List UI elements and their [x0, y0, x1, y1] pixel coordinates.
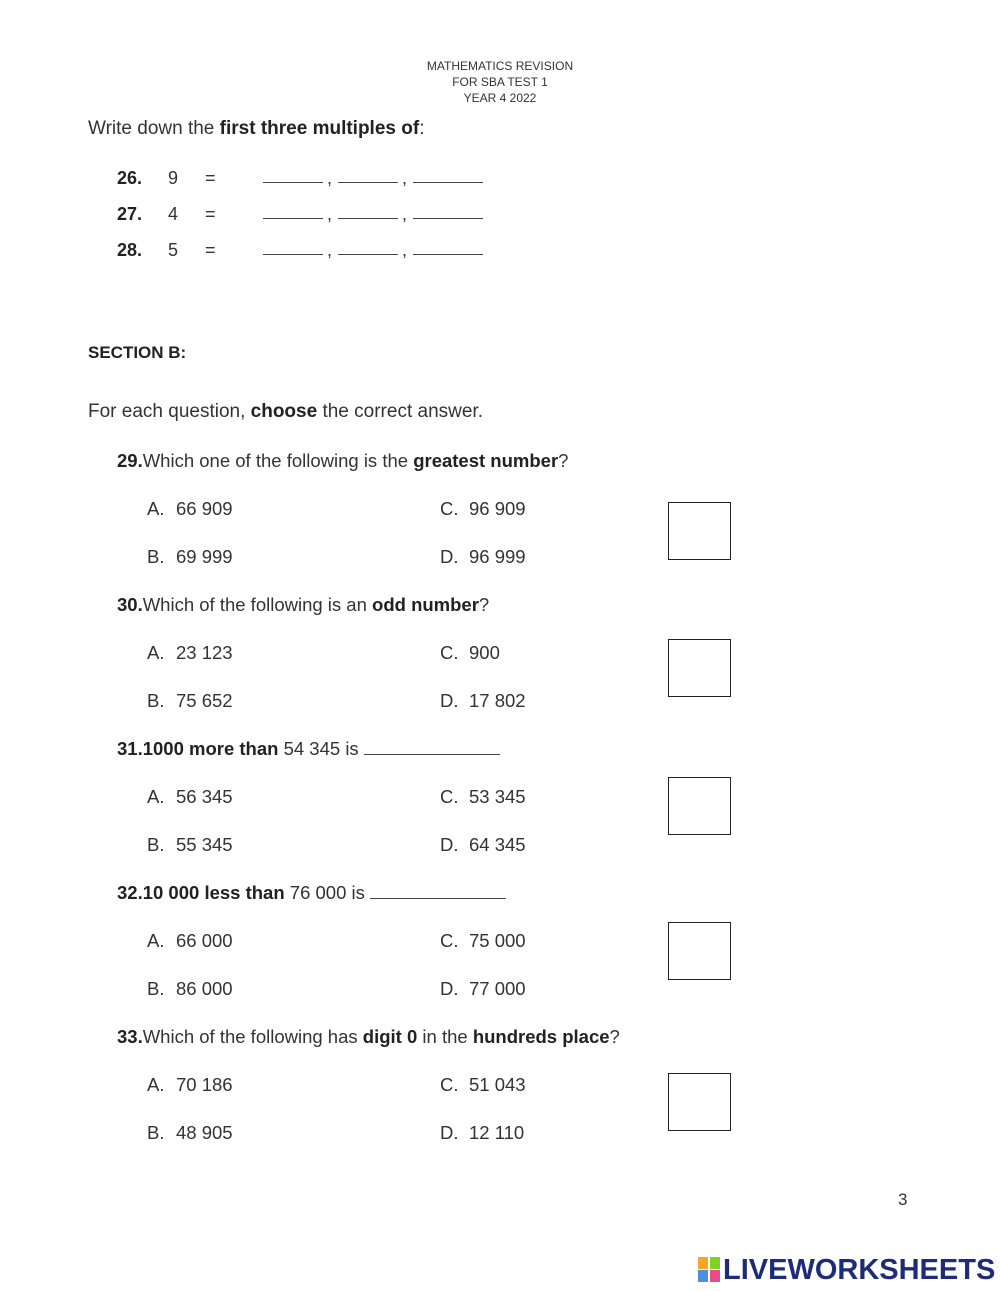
instruction-text: Write down the [88, 118, 220, 139]
fill-in-blank[interactable] [364, 738, 500, 755]
instruction-text: the correct answer. [317, 401, 483, 422]
document-header [0, 58, 1000, 106]
option-letter: B. [147, 546, 165, 567]
option-letter: C. [440, 930, 459, 951]
option-value: 23 123 [176, 642, 233, 663]
question-keyword: greatest number [413, 450, 559, 471]
logo-text: LIVEWORKSHEETS [723, 1253, 996, 1286]
answer-blank-1[interactable] [263, 218, 323, 219]
comma: , [327, 204, 333, 224]
option-b[interactable] [147, 690, 233, 712]
option-value: 12 110 [469, 1122, 525, 1143]
option-letter: D. [440, 978, 459, 999]
question-text [117, 594, 489, 616]
question-number: 30. [117, 594, 143, 615]
question-number: 31. [117, 738, 143, 759]
option-letter: B. [147, 834, 165, 855]
option-letter: A. [147, 642, 165, 663]
option-b[interactable] [147, 978, 233, 1000]
option-a[interactable] [147, 930, 233, 952]
multiples-list [0, 168, 1000, 268]
option-letter: D. [440, 546, 459, 567]
instruction-colon: : [419, 118, 425, 139]
option-value: 51 043 [469, 1074, 526, 1095]
multiples-instruction [88, 118, 424, 140]
option-letter: C. [440, 498, 459, 519]
comma: , [402, 240, 408, 260]
option-letter: A. [147, 1074, 165, 1095]
option-letter: B. [147, 690, 165, 711]
page-number: 3 [898, 1190, 908, 1209]
equals-sign: = [205, 240, 216, 260]
answer-blanks [263, 204, 485, 228]
multiple-base: 9 [168, 168, 179, 188]
question-phrase: Which of the following is an [142, 594, 373, 615]
question-phrase: ? [558, 450, 569, 471]
logo-block [698, 1257, 708, 1269]
question-keyword: 10 000 less than [142, 882, 285, 903]
option-value: 96 909 [469, 498, 526, 519]
question-phrase: ? [478, 594, 490, 615]
option-a[interactable] [147, 642, 233, 664]
header-year: YEAR 4 2022 [463, 91, 537, 105]
option-value: 56 345 [176, 786, 233, 807]
option-letter: B. [147, 1122, 165, 1143]
liveworksheets-logo [698, 1254, 995, 1286]
section-b-title: SECTION B: [88, 343, 187, 362]
option-letter: B. [147, 978, 165, 999]
option-a[interactable] [147, 498, 233, 520]
instruction-text: For each question, [88, 401, 251, 422]
question-text [117, 882, 506, 904]
question-keyword: 1000 more than [142, 738, 279, 759]
logo-blocks-icon [698, 1257, 722, 1283]
answer-blanks [263, 240, 485, 264]
equals-sign: = [205, 168, 216, 188]
option-letter: C. [440, 1074, 459, 1095]
fill-in-blank[interactable] [370, 882, 506, 899]
answer-blank-1[interactable] [263, 182, 323, 183]
option-letter: A. [147, 498, 165, 519]
option-letter: A. [147, 786, 165, 807]
answer-box[interactable] [668, 1073, 731, 1131]
multiple-base: 5 [168, 240, 179, 260]
logo-block [710, 1270, 720, 1282]
header-title: MATHEMATICS REVISION [426, 59, 574, 73]
option-value: 77 000 [469, 978, 526, 999]
question-phrase: 54 345 is [278, 738, 364, 759]
option-value: 17 802 [469, 690, 526, 711]
option-value: 75 000 [469, 930, 526, 951]
answer-blank-2[interactable] [338, 254, 398, 255]
option-c[interactable] [440, 498, 526, 520]
instruction-bold: choose [250, 401, 318, 422]
question-number: 33. [117, 1026, 143, 1047]
multiple-base: 4 [168, 204, 179, 224]
logo-block [698, 1270, 708, 1282]
question-number: 32. [117, 882, 143, 903]
comma: , [402, 204, 408, 224]
answer-blank-2[interactable] [338, 182, 398, 183]
option-value: 64 345 [469, 834, 526, 855]
option-a[interactable] [147, 786, 233, 808]
option-letter: D. [440, 1122, 459, 1143]
instruction-bold: first three multiples of [219, 118, 420, 139]
option-value: 96 999 [469, 546, 526, 567]
option-d[interactable] [440, 546, 526, 568]
option-value: 66 000 [176, 930, 233, 951]
question-text [117, 450, 568, 472]
comma: , [327, 240, 333, 260]
question-number: 27. [117, 204, 143, 224]
option-value: 75 652 [176, 690, 233, 711]
question-number: 26. [117, 168, 143, 188]
option-d[interactable] [440, 978, 526, 1000]
answer-blanks [263, 168, 485, 192]
question-phrase: ? [609, 1026, 620, 1047]
header-subtitle: FOR SBA TEST 1 [452, 75, 548, 89]
option-b[interactable] [147, 546, 233, 568]
option-letter: D. [440, 834, 459, 855]
option-value: 900 [469, 642, 500, 663]
question-text [117, 1026, 620, 1048]
equals-sign: = [205, 204, 216, 224]
answer-box[interactable] [668, 777, 731, 835]
answer-box[interactable] [668, 502, 731, 560]
section-b-instruction [88, 401, 483, 423]
comma: , [402, 168, 408, 188]
option-value: 69 999 [176, 546, 233, 567]
question-phrase: Which of the following has [142, 1026, 363, 1047]
option-c[interactable] [440, 786, 526, 808]
option-letter: C. [440, 786, 459, 807]
option-b[interactable] [147, 834, 233, 856]
option-letter: A. [147, 930, 165, 951]
option-value: 48 905 [176, 1122, 233, 1143]
answer-box[interactable] [668, 639, 731, 697]
option-d[interactable] [440, 1122, 524, 1144]
option-value: 86 000 [176, 978, 233, 999]
option-d[interactable] [440, 690, 526, 712]
option-a[interactable] [147, 1074, 233, 1096]
comma: , [327, 168, 333, 188]
option-letter: C. [440, 642, 459, 663]
option-c[interactable] [440, 930, 526, 952]
answer-box[interactable] [668, 922, 731, 980]
question-number: 29. [117, 450, 143, 471]
multiples-row [0, 240, 1000, 264]
option-value: 70 186 [176, 1074, 233, 1095]
multiples-row [0, 168, 1000, 192]
option-value: 53 345 [469, 786, 526, 807]
question-keyword: odd number [372, 594, 479, 615]
option-d[interactable] [440, 834, 526, 856]
question-keyword: hundreds place [472, 1026, 610, 1047]
option-b[interactable] [147, 1122, 233, 1144]
option-value: 66 909 [176, 498, 233, 519]
option-value: 55 345 [176, 834, 233, 855]
question-phrase: Which one of the following is the [142, 450, 414, 471]
question-phrase: in the [417, 1026, 473, 1047]
option-letter: D. [440, 690, 459, 711]
answer-blank-3[interactable] [413, 254, 483, 255]
multiples-row [0, 204, 1000, 228]
question-number: 28. [117, 240, 143, 260]
question-keyword: digit 0 [362, 1026, 418, 1047]
answer-blank-1[interactable] [263, 254, 323, 255]
option-c[interactable] [440, 642, 500, 664]
question-phrase: 76 000 is [284, 882, 371, 903]
answer-blank-3[interactable] [413, 182, 483, 183]
question-text [117, 738, 500, 760]
logo-block [710, 1257, 720, 1269]
answer-blank-3[interactable] [413, 218, 483, 219]
answer-blank-2[interactable] [338, 218, 398, 219]
option-c[interactable] [440, 1074, 526, 1096]
